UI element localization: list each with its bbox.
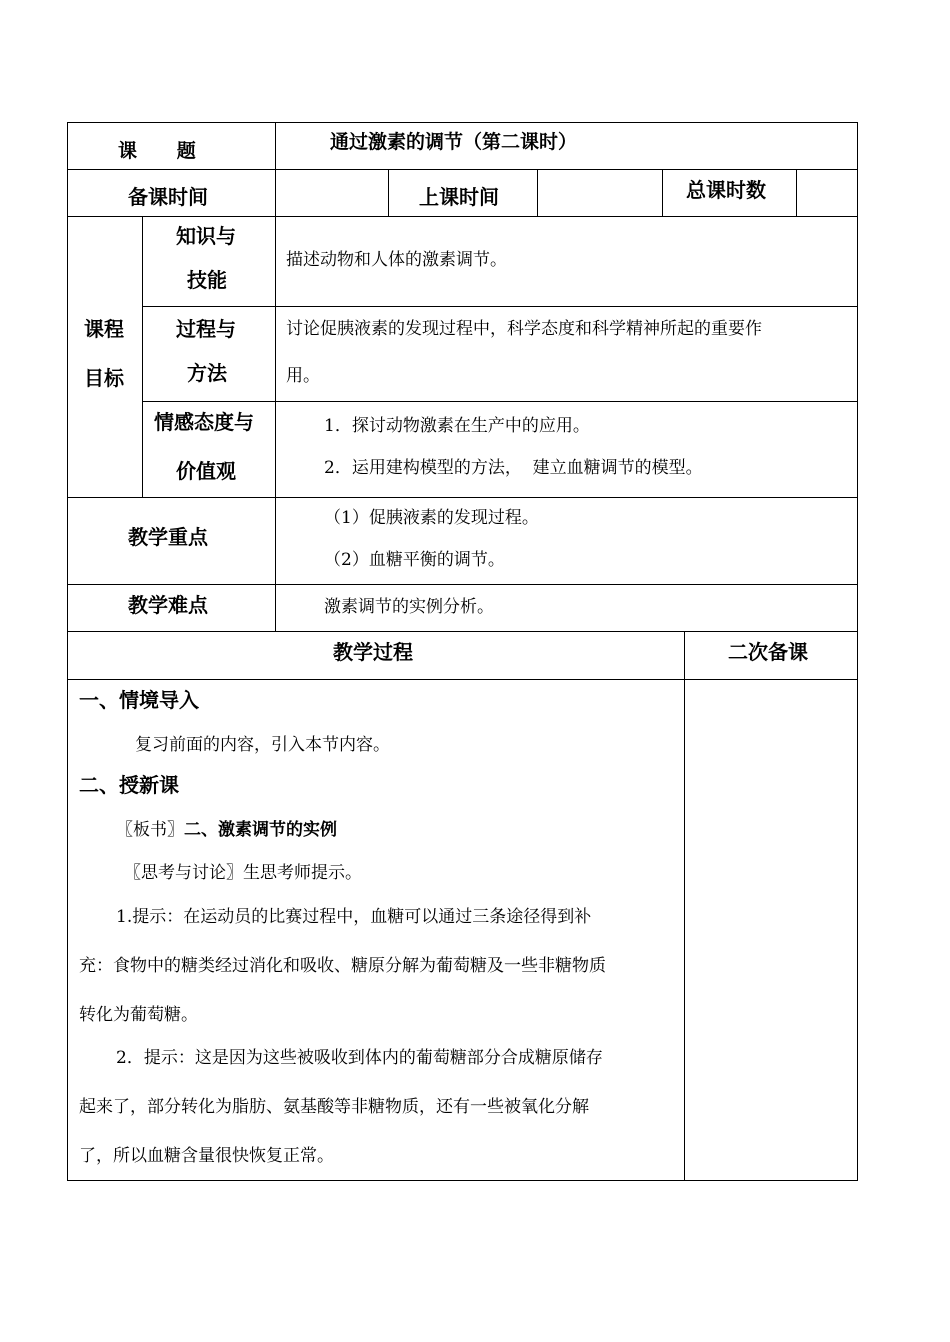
process-text-line2: 用。	[286, 366, 320, 386]
grid-line	[142, 216, 143, 498]
grid-line	[796, 169, 797, 217]
grid-line	[537, 169, 538, 217]
grid-line	[662, 169, 663, 217]
grid-line	[857, 122, 858, 1181]
grid-line	[67, 122, 858, 123]
board-title: 二、激素调节的实例	[184, 820, 337, 840]
total-hours-label: 总课时数	[686, 178, 766, 202]
board-prefix: 〖板书〗	[116, 820, 184, 840]
paragraph-1-line-1: 1.提示：在运动员的比赛过程中，血糖可以通过三条途径得到补	[116, 907, 592, 927]
key-point-item-1: （1）促胰液素的发现过程。	[324, 508, 539, 528]
key-point-item-2: （2）血糖平衡的调节。	[324, 550, 505, 570]
knowledge-label-line2: 技能	[187, 268, 227, 292]
knowledge-label-line1: 知识与	[176, 224, 236, 248]
process-label-line2: 方法	[187, 361, 227, 385]
difficulties-text: 激素调节的实例分析。	[324, 597, 494, 617]
prep-time-label: 备课时间	[128, 185, 208, 209]
process-header: 教学过程	[333, 640, 413, 664]
grid-line	[67, 122, 68, 1181]
paragraph-2-line-3: 了，所以血糖含量很快恢复正常。	[79, 1146, 334, 1166]
grid-line	[275, 122, 276, 632]
second-prep-header: 二次备课	[728, 640, 808, 664]
process-label-line1: 过程与	[176, 317, 236, 341]
topic-label: 课 题	[118, 140, 196, 162]
emotion-label-line2: 价值观	[176, 459, 236, 483]
emotion-item-1: 1．探讨动物激素在生产中的应用。	[324, 416, 590, 436]
discussion-line: 〖思考与讨论〗生思考师提示。	[124, 863, 362, 883]
grid-line	[67, 631, 858, 632]
key-points-label: 教学重点	[128, 525, 208, 549]
class-time-label: 上课时间	[419, 185, 499, 209]
grid-line	[388, 169, 389, 217]
grid-line	[67, 584, 858, 585]
goals-label-line2: 目标	[84, 366, 124, 390]
grid-line	[67, 1180, 858, 1181]
section-1-title: 一、情境导入	[79, 688, 199, 712]
grid-line	[67, 169, 858, 170]
goals-label-line1: 课程	[84, 317, 124, 341]
grid-line	[67, 216, 858, 217]
section-2-title: 二、授新课	[79, 773, 179, 797]
section-1-text: 复习前面的内容，引入本节内容。	[135, 735, 390, 755]
paragraph-1-line-3: 转化为葡萄糖。	[79, 1005, 198, 1025]
grid-line	[142, 401, 858, 402]
grid-line	[684, 631, 685, 1181]
emotion-item-2: 2．运用建构模型的方法， 建立血糖调节的模型。	[324, 458, 703, 478]
difficulties-label: 教学难点	[128, 593, 208, 617]
paragraph-2-line-1: 2．提示：这是因为这些被吸收到体内的葡萄糖部分合成糖原储存	[116, 1048, 603, 1068]
knowledge-text: 描述动物和人体的激素调节。	[286, 250, 507, 270]
grid-line	[67, 497, 858, 498]
emotion-label-line1: 情感态度与	[154, 410, 254, 434]
board-line	[116, 815, 337, 840]
grid-line	[67, 679, 858, 680]
grid-line	[142, 306, 858, 307]
topic-value: 通过激素的调节（第二课时）	[330, 131, 578, 153]
process-text-line1: 讨论促胰液素的发现过程中，科学态度和科学精神所起的重要作	[286, 319, 762, 339]
paragraph-1-line-2: 充：食物中的糖类经过消化和吸收、糖原分解为葡萄糖及一些非糖物质	[79, 956, 606, 976]
paragraph-2-line-2: 起来了，部分转化为脂肪、氨基酸等非糖物质，还有一些被氧化分解	[79, 1097, 589, 1117]
